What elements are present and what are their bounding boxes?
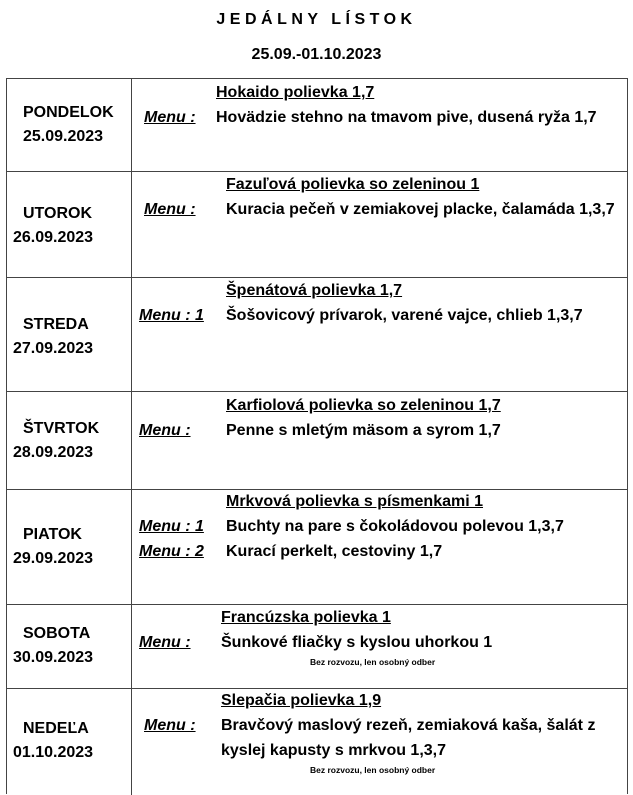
menu-dish: Kurací perkelt, cestoviny 1,7: [226, 543, 443, 560]
soup-name: Francúzska polievka 1: [221, 609, 391, 626]
day-date: 27.09.2023: [13, 340, 94, 357]
soup-name: Mrkvová polievka s písmenkami 1: [226, 493, 484, 510]
day-cell: [7, 490, 132, 604]
menu-table: [6, 78, 628, 794]
delivery-note: Bez rozvozu, len osobný odber: [310, 765, 436, 775]
table-row-friday: [7, 490, 627, 605]
table-row-monday: [7, 79, 627, 172]
menu-dish: Penne s mletým mäsom a syrom 1,7: [226, 422, 501, 439]
day-name: PIATOK: [23, 526, 82, 543]
delivery-note: Bez rozvozu, len osobný odber: [310, 657, 436, 667]
day-date: 30.09.2023: [13, 649, 94, 666]
table-row-tuesday: [7, 172, 627, 278]
table-row-thursday: [7, 392, 627, 490]
day-name: ŠTVRTOK: [23, 420, 100, 437]
day-name: NEDEĽA: [23, 720, 89, 737]
day-date: 28.09.2023: [13, 444, 94, 461]
soup-name: Fazuľová polievka so zeleninou 1: [226, 176, 480, 193]
soup-name: Slepačia polievka 1,9: [221, 692, 382, 709]
day-name: PONDELOK: [23, 104, 114, 121]
day-date: 29.09.2023: [13, 550, 94, 567]
page-title: JEDÁLNY LÍSTOK: [216, 11, 417, 28]
menu-label: Menu : 1: [139, 518, 204, 535]
day-cell: [7, 392, 132, 489]
menu-label: Menu : 2: [139, 543, 204, 560]
menu-label: Menu :: [144, 717, 196, 734]
date-range: 25.09.-01.10.2023: [251, 46, 382, 63]
day-cell: [7, 278, 132, 391]
table-row-wednesday: [7, 278, 627, 392]
day-cell: [7, 172, 132, 277]
table-row-sunday: [7, 689, 627, 795]
menu-label: Menu :: [144, 201, 196, 218]
day-name: UTOROK: [23, 205, 93, 222]
day-cell: [7, 605, 132, 688]
day-name: STREDA: [23, 316, 89, 333]
menu-dish: Kuracia pečeň v zemiakovej placke, čalamáda 1,3,7: [226, 201, 615, 218]
menu-dish: Buchty na pare s čokoládovou polevou 1,3,7: [226, 518, 564, 535]
soup-name: Hokaido polievka 1,7: [216, 84, 375, 101]
menu-dish: Šunkové fliačky s kyslou uhorkou 1: [221, 634, 493, 651]
soup-name: Karfiolová polievka so zeleninou 1,7: [226, 397, 501, 414]
table-row-saturday: [7, 605, 627, 689]
menu-dish: Hovädzie stehno na tmavom pive, dusená ryža 1,7: [216, 109, 597, 126]
day-cell: [7, 79, 132, 171]
soup-name: Špenátová polievka 1,7: [226, 282, 403, 299]
day-name: SOBOTA: [23, 625, 91, 642]
menu-dish: Bravčový maslový rezeň, zemiaková kaša, šalát z kyslej kapusty s mrkvou 1,3,7: [221, 717, 596, 759]
day-date: 01.10.2023: [13, 744, 94, 761]
menu-label: Menu :: [144, 109, 196, 126]
menu-label: Menu : 1: [139, 307, 204, 324]
day-date: 26.09.2023: [13, 229, 94, 246]
menu-label: Menu :: [139, 634, 191, 651]
menu-label: Menu :: [139, 422, 191, 439]
menu-dish: Šošovicový prívarok, varené vajce, chlieb 1,3,7: [226, 307, 583, 324]
day-cell: [7, 689, 132, 795]
day-date: 25.09.2023: [23, 128, 104, 145]
